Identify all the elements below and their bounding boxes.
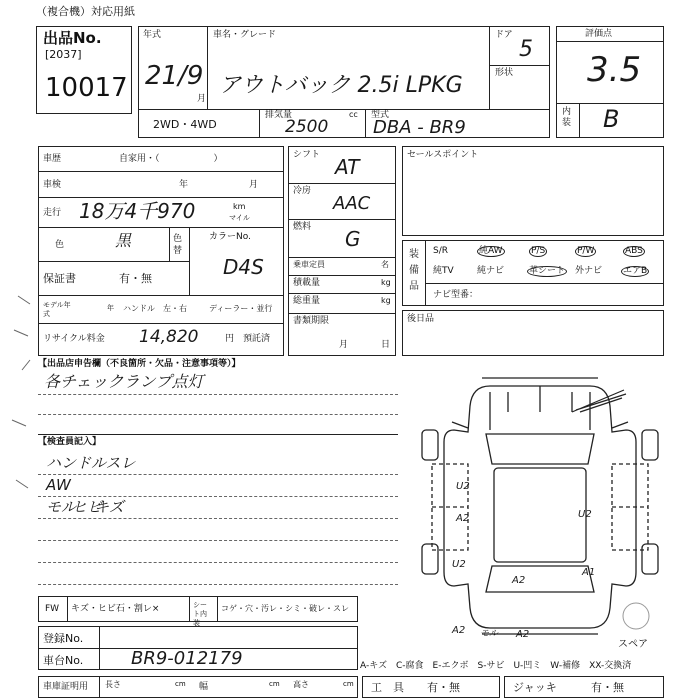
interior-value: B xyxy=(603,105,620,133)
dims-length-unit: cm xyxy=(175,680,186,688)
seller-remarks-label: 【出品店申告欄（不良箇所・欠品・注意事項等）】 xyxy=(38,359,241,369)
fw-label: FW xyxy=(45,604,60,614)
year-value: 21/9 xyxy=(145,61,204,91)
doc-deadline-label: 書類期限 xyxy=(293,316,330,326)
diagram-mark-a2-door: A2 xyxy=(456,513,470,524)
dims-width-unit: cm xyxy=(269,680,280,688)
name-value: アウトバック 2.5i LPKG xyxy=(219,73,463,98)
km-unit: km xyxy=(233,202,246,211)
diagram-mark-u2-left: U2 xyxy=(456,481,470,492)
equip-alloy-wheel: 純AW xyxy=(479,246,503,256)
cc-unit: cc xyxy=(349,110,358,119)
shift-label: シフト xyxy=(293,150,321,160)
capacity-unit: 名 xyxy=(381,260,389,269)
inspector-note-handle: ハンドルスレ xyxy=(46,454,136,472)
seat-options: コゲ・穴・汚レ・シミ・破レ・スレ xyxy=(221,604,349,613)
history-label: 車歴 xyxy=(43,154,62,164)
garage-cert-box xyxy=(38,676,358,698)
mile-unit: マイル xyxy=(229,214,250,222)
registration-label: 登録No. xyxy=(43,632,84,645)
mileage-label: 走行 xyxy=(43,208,62,218)
equip-tv: 純TV xyxy=(433,266,454,276)
chassis-label: 車台No. xyxy=(43,654,84,667)
seller-remarks-note: 各チェックランプ点灯 xyxy=(44,372,204,391)
specs-box xyxy=(288,146,396,356)
doors-value: 5 xyxy=(519,37,533,62)
diagram-mark-a2-bumper-right: A2 xyxy=(516,629,530,640)
lot-label: 出品No. xyxy=(43,29,102,47)
equip-sr: S/R xyxy=(433,246,448,256)
shift-value: AT xyxy=(335,155,360,179)
weight-label: 総重量 xyxy=(293,296,321,306)
inspector-note-aw: AW xyxy=(46,476,71,494)
doc-month: 月 xyxy=(339,340,349,350)
history-options: 自家用・（ ） xyxy=(119,154,223,164)
inspection-year-unit: 年 xyxy=(179,180,189,190)
color-swap-label: 色替 xyxy=(173,234,183,256)
margin-scribble xyxy=(4,290,36,530)
year-label: 年式 xyxy=(143,30,162,40)
inspector-note-scratch: キズ xyxy=(94,498,124,516)
warranty-label: 保証書 xyxy=(43,272,76,285)
month-suffix: 月 xyxy=(197,94,207,104)
shape-label: 形状 xyxy=(495,68,514,78)
tools-options: 有・無 xyxy=(427,681,460,694)
fw-options: キズ・ヒビ石・割レ× xyxy=(71,604,160,614)
equip-abs: ABS xyxy=(625,246,643,256)
diagram-mark-u2-right: U2 xyxy=(578,509,592,520)
form-title: （複合機）対応用紙 xyxy=(36,5,135,18)
warranty-options: 有・無 xyxy=(119,272,152,285)
vehicle-box xyxy=(138,26,550,138)
dims-label: 車庫証明用 xyxy=(43,682,89,692)
glass-interior-box xyxy=(38,596,358,627)
score-value: 3.5 xyxy=(587,50,642,90)
fuel-label: 燃料 xyxy=(293,222,312,232)
dealer-label: ディーラー・並行 xyxy=(209,304,273,313)
lot-number: 10017 xyxy=(45,73,128,103)
spare-label: スペア xyxy=(618,639,648,650)
displacement-value: 2500 xyxy=(285,117,329,137)
navi-model-label: ナビ型番： xyxy=(433,290,479,300)
retrofit-box xyxy=(402,310,664,356)
capacity-label: 乗車定員 xyxy=(293,260,325,269)
tools-box xyxy=(362,676,500,698)
seat-label: シート内装 xyxy=(193,601,207,627)
tools-label: 工 具 xyxy=(371,681,404,694)
inspection-month-unit: 月 xyxy=(249,180,259,190)
model-value: DBA - BR9 xyxy=(373,117,466,138)
load-label: 積載量 xyxy=(293,278,321,288)
diagram-mark-a2-bumper-left: A2 xyxy=(452,625,466,636)
registration-box xyxy=(38,626,358,670)
model-year-label: モデル年式 xyxy=(43,301,71,318)
sales-point-box xyxy=(402,146,664,236)
interior-label: 内装 xyxy=(562,107,572,128)
equip-aftermarket-navi: 外ナビ xyxy=(575,266,603,276)
inspector-note-crack: ヒビ xyxy=(72,498,103,516)
dims-height: 高さ xyxy=(293,680,309,689)
recycle-label: リサイクル料金 xyxy=(43,334,105,344)
sales-point-label: セールスポイント xyxy=(407,150,479,160)
color-no-value: D4S xyxy=(223,255,264,279)
equipment-box xyxy=(402,240,664,306)
color-no-label: カラーNo. xyxy=(209,232,251,242)
inspector-label: 【検査員記入】 xyxy=(38,437,102,447)
history-box: 車歴 自家用・（ ） 車検 年 月 走行 18万4千970 km マイル 色 黒 色替 カラーNo. D4S 保証書 有・無 モデル年式 年 ハンドル 左・右 ディーラー・並行 リサイクル料金 14,820 円 預託済 xyxy=(38,146,284,356)
weight-kg-unit: kg xyxy=(381,296,391,305)
dims-length: 長さ xyxy=(105,680,121,689)
jack-options: 有・無 xyxy=(591,681,624,694)
equip-navi: 純ナビ xyxy=(477,266,505,276)
lot-box xyxy=(36,26,132,114)
damage-legend: A-キズ C-腐食 E-エクボ S-サビ U-凹ミ W-補修 XX-交換済 xyxy=(360,661,632,671)
diagram-mark-a1-rear: A1 xyxy=(582,567,596,578)
jack-box xyxy=(504,676,664,698)
lot-bracket: [2037] xyxy=(45,48,82,61)
doors-label: ドア xyxy=(495,30,513,40)
displacement-label: 排気量 xyxy=(265,110,293,120)
diagram-mark-mol: モル xyxy=(480,629,499,639)
load-kg-unit: kg xyxy=(381,278,391,287)
name-label: 車名・グレード xyxy=(213,30,277,40)
equip-power-window: P/W xyxy=(577,246,595,256)
jack-label: ジャッキ xyxy=(513,681,557,694)
diagram-mark-a2-back: A2 xyxy=(512,575,526,586)
score-label: 評価点 xyxy=(585,29,613,39)
chassis-value: BR9-012179 xyxy=(131,648,243,669)
equip-power-steering: P/S xyxy=(531,246,546,256)
car-damage-diagram xyxy=(412,372,668,640)
ac-label: 冷房 xyxy=(293,186,312,196)
dims-height-unit: cm xyxy=(343,680,354,688)
mileage-value: 18万4千970 xyxy=(79,199,196,223)
equip-leather-seat: 革シート xyxy=(529,266,566,276)
diagram-mark-u2-rear: U2 xyxy=(452,559,466,570)
grade-box xyxy=(556,26,664,138)
inspection-label: 車検 xyxy=(43,180,62,190)
recycle-value: 14,820 xyxy=(139,327,199,347)
model-label: 型式 xyxy=(371,110,390,120)
equip-airbag: エアB xyxy=(623,266,648,276)
color-label: 色 xyxy=(55,240,65,250)
dims-width: 幅 xyxy=(199,682,209,692)
handle-label: ハンドル 左・右 xyxy=(123,304,187,313)
ac-value: AAC xyxy=(333,193,371,214)
doc-day: 日 xyxy=(381,340,391,350)
fuel-value: G xyxy=(345,227,361,251)
retrofit-label: 後日品 xyxy=(407,314,435,324)
inspector-note-mol: モル xyxy=(46,498,77,516)
equipment-label: 装備品 xyxy=(409,249,419,292)
drive-options: 2WD・4WD xyxy=(153,118,217,131)
recycle-suffix: 円 預託済 xyxy=(225,334,271,344)
color-value: 黒 xyxy=(115,231,132,250)
